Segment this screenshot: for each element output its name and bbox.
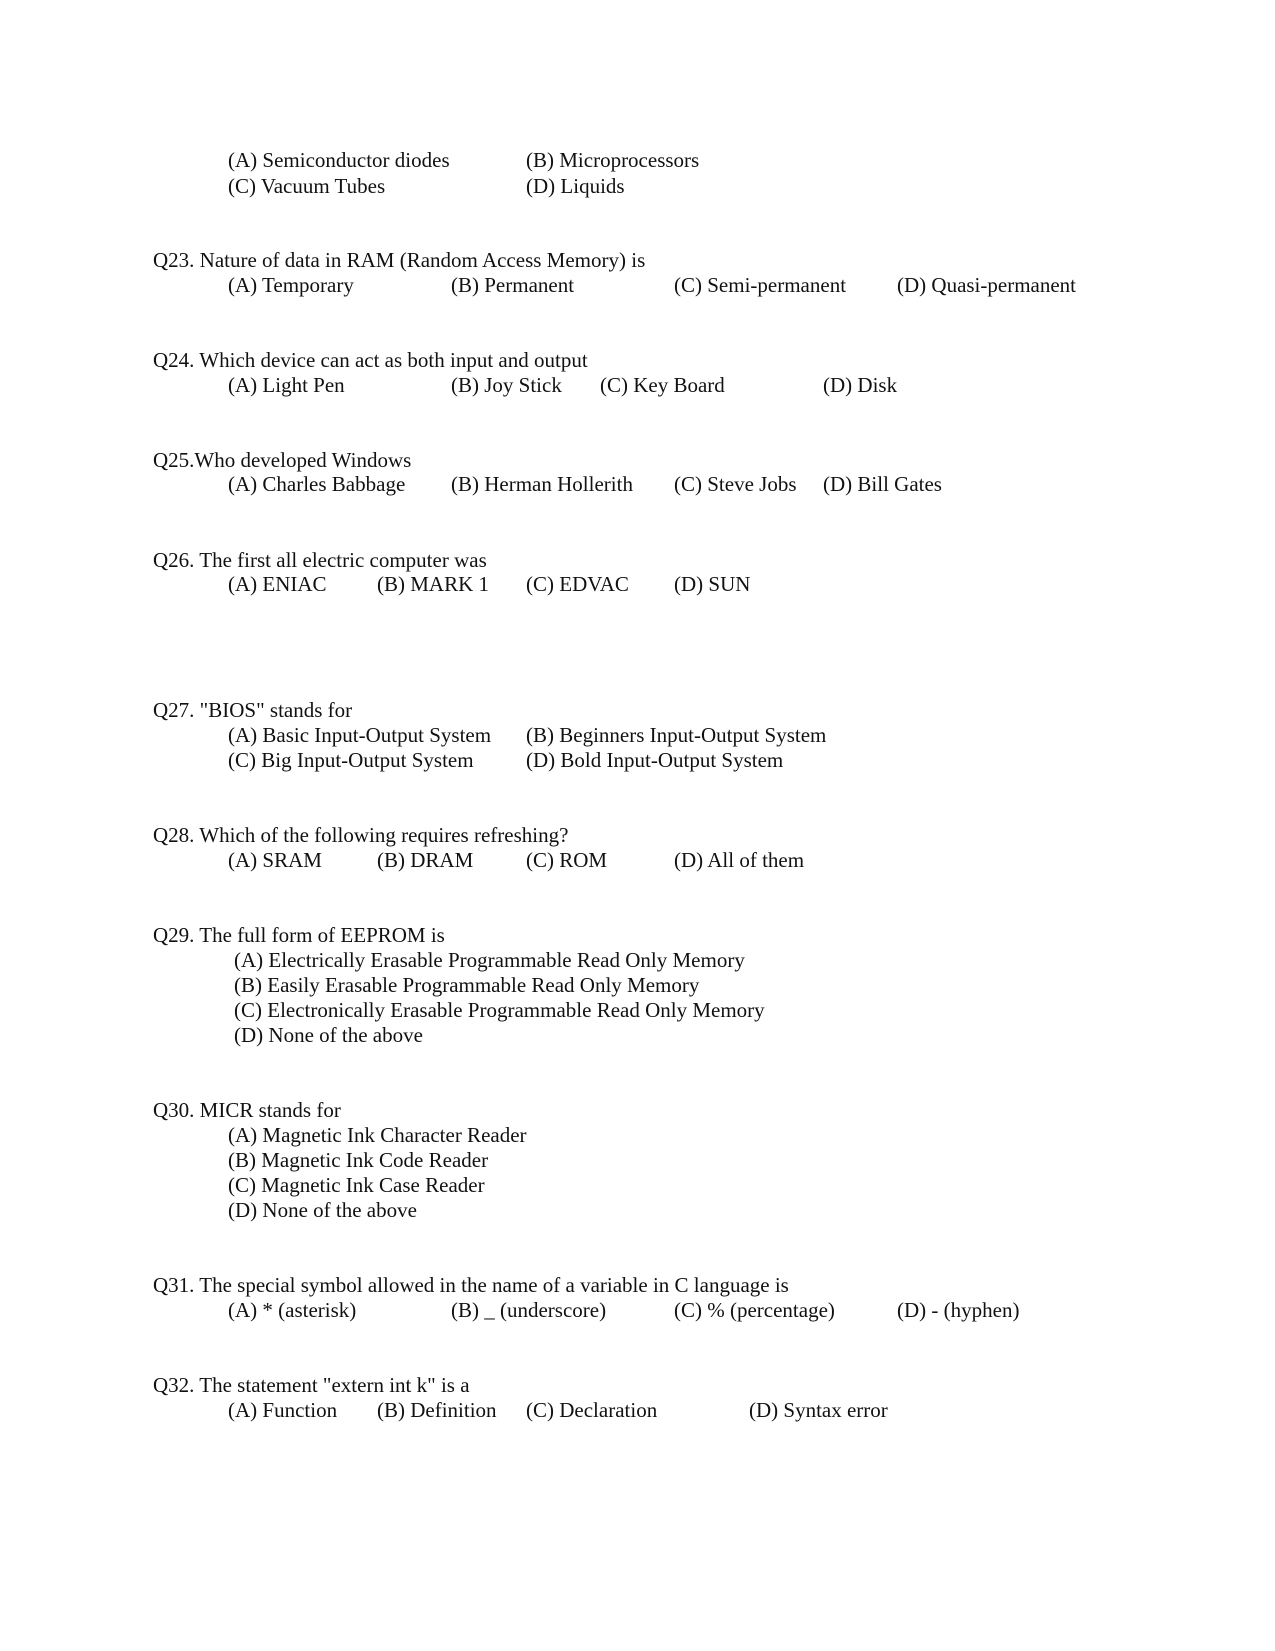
q27-option-d: (D) Bold Input-Output System (526, 748, 784, 772)
q26-question: Q26. The first all electric computer was (153, 548, 487, 572)
q24-question: Q24. Which device can act as both input and output (153, 348, 588, 372)
q22-option-d: (D) Liquids (526, 174, 625, 198)
q32-question: Q32. The statement "extern int k" is a (153, 1373, 470, 1397)
q28-option-a: (A) SRAM (228, 848, 322, 872)
q28-question: Q28. Which of the following requires refreshing? (153, 823, 569, 847)
q30-question: Q30. MICR stands for (153, 1098, 341, 1122)
q23-option-b: (B) Permanent (451, 273, 575, 297)
q22-option-b: (B) Microprocessors (526, 148, 700, 172)
q23-option-d: (D) Quasi-permanent (897, 273, 1077, 297)
q24-option-a: (A) Light Pen (228, 373, 345, 397)
q25-option-c: (C) Steve Jobs (674, 472, 797, 496)
q30-option-d: (D) None of the above (228, 1198, 417, 1222)
q30-option-c: (C) Magnetic Ink Case Reader (228, 1173, 485, 1197)
q25-question: Q25.Who developed Windows (153, 448, 412, 472)
q32-option-b: (B) Definition (377, 1398, 497, 1422)
q27-question: Q27. "BIOS" stands for (153, 698, 353, 722)
q31-option-c: (C) % (percentage) (674, 1298, 835, 1322)
q23-option-a: (A) Temporary (228, 273, 354, 297)
q24-option-c: (C) Key Board (600, 373, 725, 397)
q30-option-b: (B) Magnetic Ink Code Reader (228, 1148, 489, 1172)
q29-option-a: (A) Electrically Erasable Programmable Read Only Memory (234, 948, 745, 972)
q26-option-c: (C) EDVAC (526, 572, 629, 596)
q29-option-c: (C) Electronically Erasable Programmable Read Only Memory (234, 998, 765, 1022)
q23-option-c: (C) Semi-permanent (674, 273, 847, 297)
q29-question: Q29. The full form of EEPROM is (153, 923, 445, 947)
q28-option-b: (B) DRAM (377, 848, 474, 872)
q24-option-d: (D) Disk (823, 373, 898, 397)
q25-option-d: (D) Bill Gates (823, 472, 942, 496)
q27-option-b: (B) Beginners Input-Output System (526, 723, 827, 747)
q23-question: Q23. Nature of data in RAM (Random Access Memory) is (153, 248, 646, 272)
q27-option-a: (A) Basic Input-Output System (228, 723, 492, 747)
q25-option-b: (B) Herman Hollerith (451, 472, 633, 496)
q28-option-c: (C) ROM (526, 848, 608, 872)
q25-option-a: (A) Charles Babbage (228, 472, 406, 496)
q22-option-a: (A) Semiconductor diodes (228, 148, 450, 172)
q29-option-b: (B) Easily Erasable Programmable Read Only Memory (234, 973, 700, 997)
q26-option-a: (A) ENIAC (228, 572, 327, 596)
q27-option-c: (C) Big Input-Output System (228, 748, 474, 772)
q22-option-c: (C) Vacuum Tubes (228, 174, 386, 198)
q32-option-c: (C) Declaration (526, 1398, 658, 1422)
q26-option-b: (B) MARK 1 (377, 572, 490, 596)
q26-option-d: (D) SUN (674, 572, 751, 596)
q24-option-b: (B) Joy Stick (451, 373, 562, 397)
q28-option-d: (D) All of them (674, 848, 805, 872)
q32-option-d: (D) Syntax error (749, 1398, 888, 1422)
q30-option-a: (A) Magnetic Ink Character Reader (228, 1123, 527, 1147)
q32-option-a: (A) Function (228, 1398, 338, 1422)
q29-option-d: (D) None of the above (234, 1023, 423, 1047)
q31-question: Q31. The special symbol allowed in the name of a variable in C language is (153, 1273, 789, 1297)
q31-option-b: (B) _ (underscore) (451, 1298, 607, 1322)
q31-option-d: (D) - (hyphen) (897, 1298, 1020, 1322)
q31-option-a: (A) * (asterisk) (228, 1298, 357, 1322)
